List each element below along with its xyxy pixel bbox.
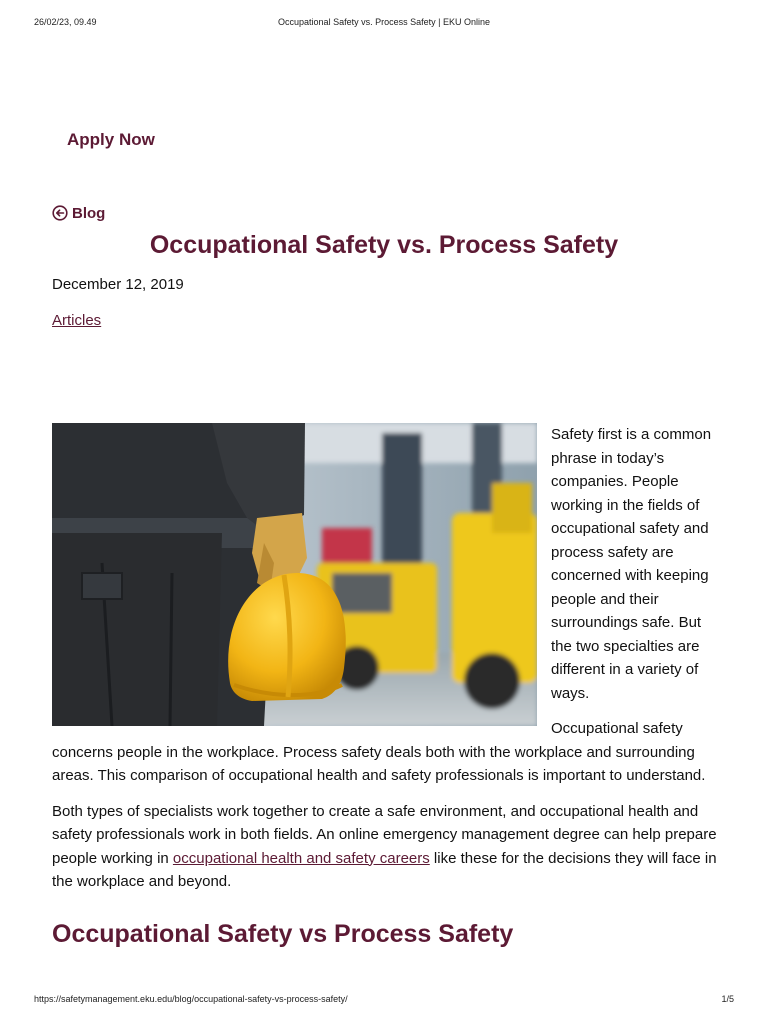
- print-datetime: 26/02/23, 09.49: [34, 17, 97, 27]
- specialists-text-before: Both types of specialists work together to create a safe environment, and occupational health and safety professionals work in both fields. An online emergency management degree can help prepare people working in: [52, 802, 717, 867]
- back-to-blog-label: Blog: [72, 204, 106, 222]
- specialists-text-after: like these for the decisions they will face in the workplace and beyond.: [52, 849, 717, 890]
- print-url: https://safetymanagement.eku.edu/blog/occupational-safety-vs-process-safety/: [34, 994, 348, 1004]
- print-footer: [34, 994, 734, 1008]
- category-link[interactable]: Articles: [52, 312, 102, 329]
- intro-paragraph: Safety first is a common phrase in today’s companies. People working in the fields of occupational safety and process safety are concerned with keeping people and their surroundings safe. But the two specialties are different in a variety of ways.: [551, 426, 712, 702]
- specialists-paragraph: [52, 800, 718, 894]
- post-content: [52, 423, 718, 906]
- print-header: [34, 17, 734, 31]
- print-page-number: 1/5: [721, 994, 734, 1004]
- post-date: December 12, 2019: [52, 276, 184, 293]
- arrow-left-circle-icon: [52, 205, 68, 221]
- post-title: Occupational Safety vs. Process Safety: [149, 231, 619, 259]
- apply-now-link[interactable]: Apply Now: [67, 130, 155, 149]
- ohs-careers-link[interactable]: occupational health and safety careers: [172, 849, 430, 867]
- section-heading: Occupational Safety vs Process Safety: [52, 920, 514, 948]
- print-doc-title: Occupational Safety vs. Process Safety | EKU Online: [278, 17, 490, 27]
- back-to-blog-link[interactable]: [52, 203, 105, 223]
- hero-image: [52, 423, 537, 726]
- comparison-paragraph: Occupational safety concerns people in the workplace. Process safety deals both with the workplace and surrounding areas. This comparison of occupational health and safety professionals is important to understand.: [52, 720, 706, 784]
